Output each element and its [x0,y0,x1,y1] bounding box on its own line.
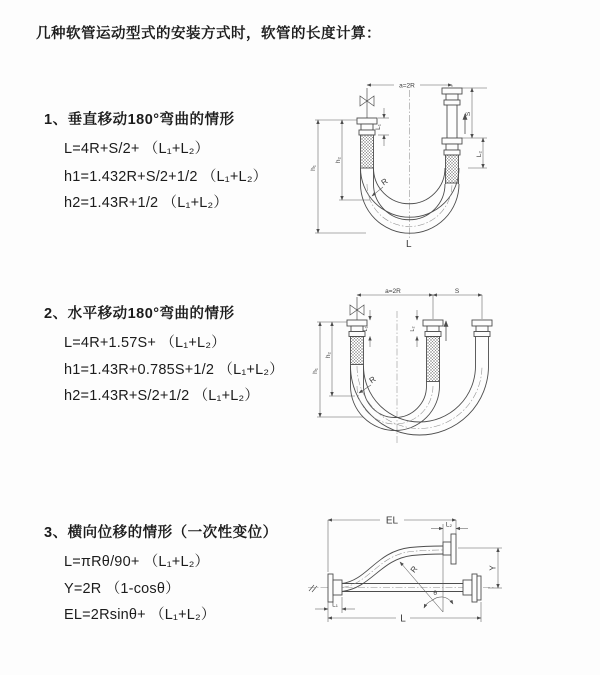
dim-fittings [363,310,417,347]
diagram-lateral-displacement [300,502,600,652]
diagram-horizontal-180-bend [305,283,600,461]
diagram-vertical-180-bend [308,70,593,258]
dim-s-label: S [454,288,460,295]
section-3-heading: 3、横向位移的情形（一次性变位） [44,525,278,541]
dim-h1-label: h₁ [312,368,319,374]
section-3-formula-l: L=πRθ/90+ （L₁+L₂） [64,554,210,570]
right-leg [442,88,465,184]
dim-el [328,516,456,573]
dim-span [357,288,482,319]
dim-y-label: Y [488,565,498,571]
dim-l1-label: L₁ [375,124,382,130]
raised-hub [443,542,451,555]
length-label: L [400,613,406,625]
section-1-formula-l: L=4R+S/2+ （L₁+L₂） [64,141,210,157]
dim-h2-label: h₂ [325,351,332,359]
dim-h1-label: h₁ [310,165,317,171]
middle-leg [423,320,446,386]
section-2-formula-h2: h2=1.43R+S/2+1/2 （L₁+L₂） [64,388,260,404]
dim-l1 [315,597,355,613]
section-1-heading: 1、垂直移动180°弯曲的情形 [44,112,235,128]
raised-flange [451,534,456,564]
radius-label: R [408,564,420,575]
dim-h2-label: h₂ [335,156,342,164]
dim-l2 [431,522,468,529]
section-3-formula-el: EL=2Rsinθ+ （L₁+L₂） [64,607,216,623]
dim-l1-label: L₁ [363,326,369,332]
dim-span-label: a=2R [399,82,415,90]
dim-l2-label: L₂ [445,521,453,529]
dim-span-label: a=2R [385,288,401,295]
braided-hose-left [351,337,364,365]
dim-l1-label: L₁ [332,601,338,609]
length-label: L [406,239,412,250]
page-title: 几种软管运动型式的安装方式时，软管的长度计算： [36,26,381,42]
curved-hose [342,534,456,592]
section-2-heading: 2、水平移动180°弯曲的情形 [44,306,235,322]
radius-label: R [367,374,378,386]
section-3-formula-y: Y=2R （1-cosθ） [64,581,180,597]
braided-hose-left [361,135,374,168]
dim-l2-label: L₂ [410,326,416,332]
section-1-formula-h1: h1=1.432R+S/2+1/2 （L₁+L₂） [64,169,268,185]
dim-span [367,83,452,90]
dim-l1 [375,108,389,146]
centerline-break-mark [309,585,317,592]
theta-label: θ [433,590,437,597]
left-leg [357,88,377,184]
section-2-formula-l: L=4R+1.57S+ （L₁+L₂） [64,335,226,351]
dim-l2-label: L₂ [476,150,483,158]
dim-l [328,602,481,625]
left-flange [328,574,342,602]
dim-s-label: S [465,111,472,117]
section-2-formula-h1: h1=1.43R+0.785S+1/2 （L₁+L₂） [64,362,284,378]
straight-hose [342,574,481,602]
section-1-formula-h2: h2=1.43R+1/2 （L₁+L₂） [64,195,229,211]
braided-hose-middle [427,337,440,382]
radius-theta [400,521,453,612]
dim-s-l2 [462,88,487,168]
braided-hose-right [446,155,459,183]
right-leg [472,320,492,366]
radius-label: R [379,176,390,188]
dim-el-label: EL [385,515,399,527]
